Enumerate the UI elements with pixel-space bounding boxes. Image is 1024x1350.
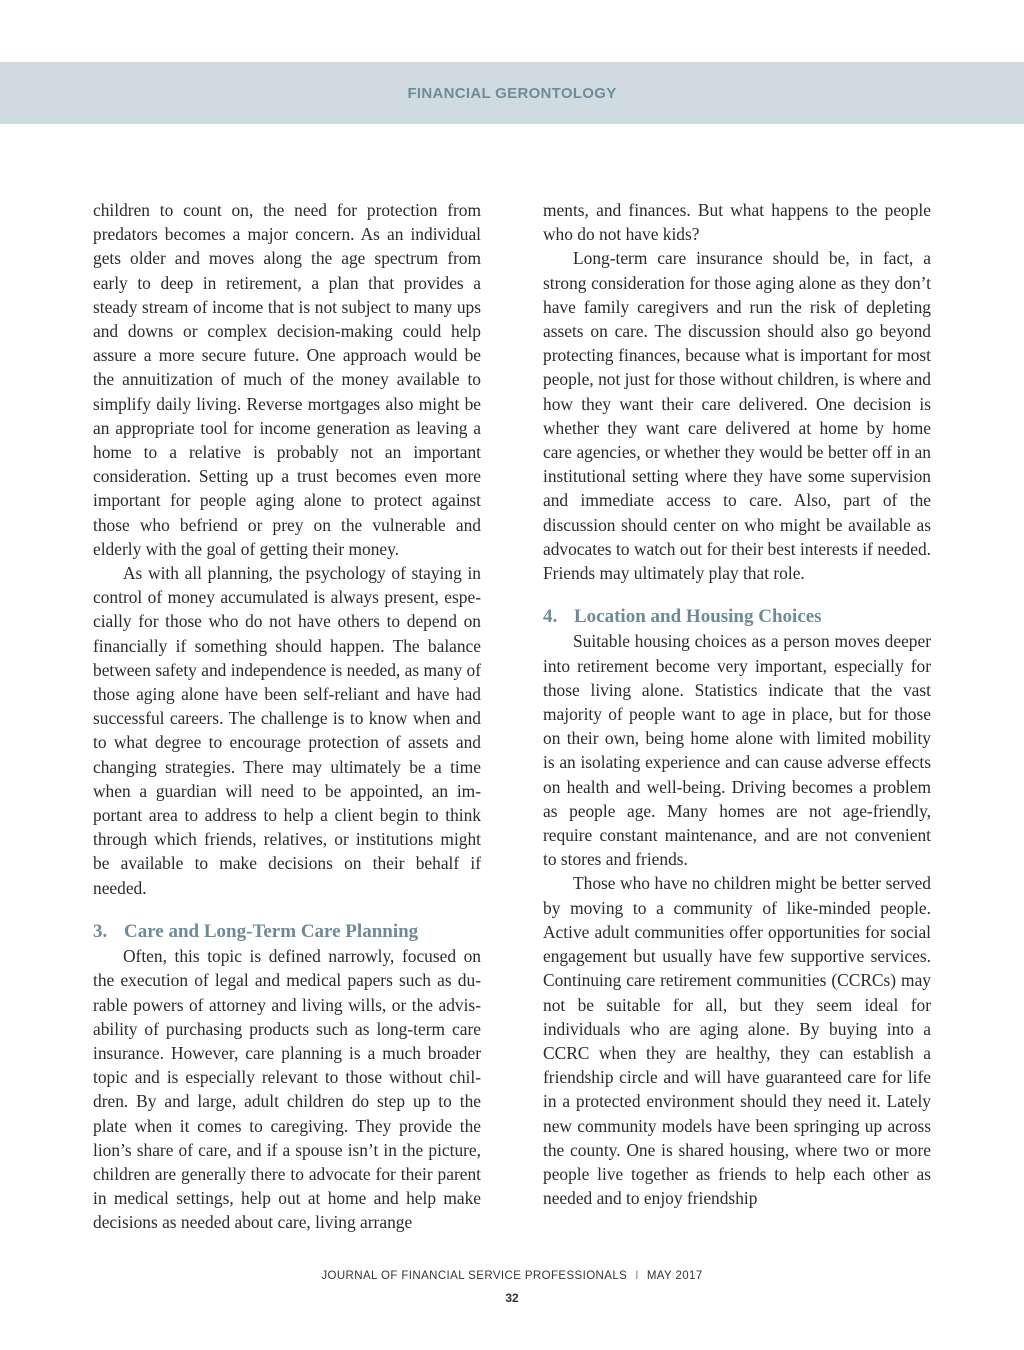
body-paragraph: Often, this topic is defined narrowly, focused on the execution of legal and medical papers such as durable powers of attorney and living wills, or the advisability of purchasing products such as long-term care insurance. However, care planning is a much broader topic and is especially relevant to those without children. By and large, adult children do step up to the plate when it comes to caregiving. They provide the lion’s share of care, and if a spouse isn’t in the picture, children are generally there to advocate for their parent in medical settings, help out at home and help make decisions as needed about care, living arrange [93,946,481,1233]
section-heading-text: Location and Housing Choices [574,606,822,628]
left-column [93,198,481,1235]
body-paragraph: Long-term care insurance should be, in fact, a strong consideration for those aging alone as they don’t have family caregivers and run the risk of depleting assets on care. The discussion should also go beyond protecting finances, because what is important for most people, not just for those without children, is where and how they want their care delivered. One decision is whether they want care delivered at home by home care agencies, or whether they would be better off in an institutional setting where they have some supervision and immediate access to care. Also, part of the discussion should center on who might be available as advocates to watch out for their best interests if needed. Friends may ultimately play that role. [543,248,931,584]
body-paragraph: Suitable housing choices as a person moves deeper into retirement become very important, especially for those living alone. Statistics indicate that the vast majority of people want to age in place, but for those on their own, being home alone with limited mobility is an isolating experience and can cause adverse effects on health and well-being. Driving becomes a problem as people age. Many homes are not age-friendly, require constant maintenance, and are not convenient to stores and friends. [543,631,931,870]
section-title: FINANCIAL GERONTOLOGY [407,84,617,102]
issue-date: MAY 2017 [646,1270,703,1282]
body-paragraph: children to count on, the need for protection from predators becomes a major concern. As an individual gets older and moves along the age spectrum from early to deep in retirement, a plan that provides a steady stream of income that is not subject to many ups and downs or complex decision-making could help assure a more secure future. One approach would be the annuitization of much of the money available to simplify daily living. Reverse mortgages also might be an appropriate tool for income generation as leaving a home to a relative is probably not an important consideration. Setting up a trust becomes even more important for people aging alone to protect against those who befriend or prey on the vulnerable and elderly with the goal of getting their money. [93,200,481,559]
body-paragraph: As with all planning, the psychology of staying in control of money accumulated is always present, especially for those who do not have others to depend on financially if something should happen. The balance between safety and independence is needed, as many of those aging alone have been self-reliant and have had successful careers. The challenge is to know when and to what degree to encourage protection of assets and changing strategies. There may ultimately be a time when a guardian will need to be appointed, an important area to address to help a client begin to think through which friends, relatives, or institutions might be available to make decisions on their behalf if needed. [93,563,481,898]
right-column [543,198,931,1210]
page-number: 32 [505,1291,519,1305]
body-paragraph: Those who have no children might be better served by moving to a community of like-minded people. Active adult communities offer opportunities for social engagement but usually have few supportive services. Continuing care retirement communities (CCRCs) may not be suitable for all, but they seem ideal for individuals who are aging alone. By buying into a CCRC when they are healthy, they can establish a friendship circle and will have guaranteed care for life in a protected environment should they need it. Lately new community models have been springing up across the county. One is shared housing, where two or more people live together as friends to help each other as needed and to enjoy friendship [543,873,931,1209]
header-banner [0,62,1024,124]
section-heading-3 [93,920,481,944]
section-number: 4. [543,606,558,628]
journal-name: JOURNAL OF FINANCIAL SERVICE PROFESSIONALS [321,1270,628,1282]
section-heading-text: Care and Long-Term Care Planning [124,920,419,942]
section-number: 3. [93,920,108,942]
footer-journal-line [0,1270,1024,1282]
section-heading-4 [543,605,931,629]
footer-separator: I [635,1270,639,1282]
body-paragraph: ments, and finances. But what happens to the people who do not have kids? [543,200,931,245]
